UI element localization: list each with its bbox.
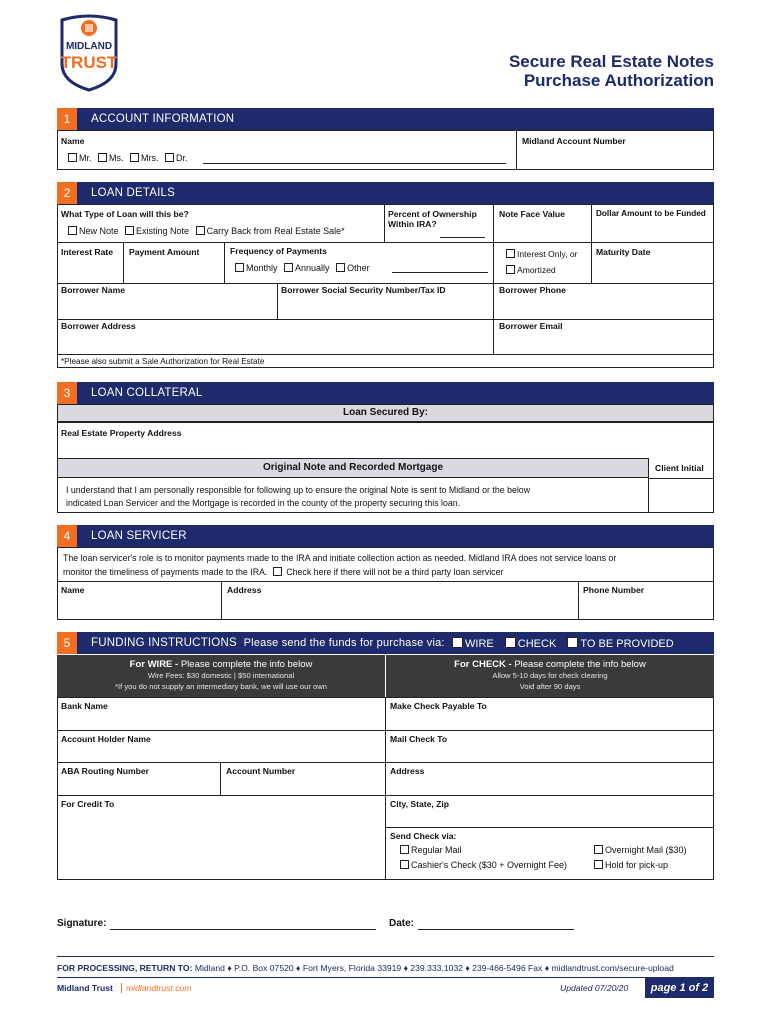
section-4-header: 4 LOAN SERVICER <box>57 525 714 547</box>
borrower-phone-label: Borrower Phone <box>499 285 566 295</box>
option-regular-mail: Regular Mail <box>400 845 462 855</box>
title-line-2: Purchase Authorization <box>523 71 714 90</box>
percent-input-line[interactable] <box>440 237 485 238</box>
midland-account-label: Midland Account Number <box>522 136 626 146</box>
section-label: ACCOUNT INFORMATION <box>91 113 235 125</box>
checkbox-annually[interactable] <box>284 263 293 272</box>
midland-trust-logo <box>56 12 122 92</box>
responsibility-statement-line-1: I understand that I am personally responsible for following up to ensure the original Note is sent to Midland or the below <box>66 485 531 495</box>
footer-company: Midland Trust <box>57 983 113 993</box>
other-input-line[interactable] <box>392 272 488 273</box>
city-state-zip-label: City, State, Zip <box>390 799 450 809</box>
svg-text:MIDLAND: MIDLAND <box>65 41 113 52</box>
section-1-header <box>57 108 714 130</box>
signature-label: Signature: <box>57 918 107 929</box>
checkbox-check[interactable] <box>505 637 516 648</box>
checkbox-overnight-mail[interactable] <box>594 845 603 854</box>
wire-panel: For WIRE - Please complete the info below Wire Fees: $30 domestic | $50 international *If you do not supply an intermediary bank, we will use our own <box>57 655 385 697</box>
section-2-header: 2 LOAN DETAILS <box>57 182 714 204</box>
checkbox-interest-only[interactable] <box>506 249 515 258</box>
section-number: 1 <box>57 108 77 130</box>
check-address-label: Address <box>390 766 425 776</box>
borrower-address-label: Borrower Address <box>61 321 136 331</box>
aba-routing-label: ABA Routing Number <box>61 766 149 776</box>
property-address-label: Real Estate Property Address <box>61 428 182 438</box>
frequency-label: Frequency of Payments <box>230 246 327 256</box>
original-note-bar: Original Note and Recorded Mortgage <box>57 458 649 478</box>
checkbox-new-note[interactable] <box>68 226 77 235</box>
checkbox-monthly[interactable] <box>235 263 244 272</box>
section-5-header: 5 FUNDING INSTRUCTIONS Please send the funds for purchase via: WIRE CHECK TO BE PROVIDED <box>57 632 714 654</box>
for-credit-to-label: For Credit To <box>61 799 115 809</box>
checkbox-existing-note[interactable] <box>125 226 134 235</box>
checkbox-dr[interactable] <box>165 153 174 162</box>
checkbox-carry-back[interactable] <box>196 226 205 235</box>
checkbox-to-be-provided[interactable] <box>567 637 578 648</box>
svg-text:TRUST: TRUST <box>60 53 118 72</box>
checkbox-mr[interactable] <box>68 153 77 162</box>
loan-type-options: New Note Existing Note Carry Back from Real Estate Sale* <box>68 226 345 236</box>
option-cashiers-check: Cashier's Check ($30 + Overnight Fee) <box>400 860 567 870</box>
checkbox-ms[interactable] <box>98 153 107 162</box>
servicer-role-line-1: The loan servicer's role is to monitor payments made to the IRA and initiate collection action as needed. Midland IRA does not service loans or <box>63 553 617 563</box>
checkbox-mrs[interactable] <box>130 153 139 162</box>
footer-website-link[interactable]: midlandtrust.com <box>121 983 191 993</box>
section-3-header: 3 LOAN COLLATERAL <box>57 382 714 404</box>
check-panel: For CHECK - Please complete the info below Allow 5-10 days for check clearing Void after 90 days <box>386 655 714 697</box>
checkbox-amortized[interactable] <box>506 265 515 274</box>
frequency-options: Monthly Annually Other <box>235 263 370 273</box>
servicer-address-label: Address <box>227 585 262 595</box>
name-label: Name <box>61 136 85 146</box>
payment-amount-label: Payment Amount <box>129 247 200 257</box>
account-number-label: Account Number <box>226 766 296 776</box>
page-indicator: page 1 of 2 <box>645 978 714 998</box>
date-line[interactable] <box>418 929 574 930</box>
servicer-phone-label: Phone Number <box>583 585 645 595</box>
name-input-line[interactable] <box>203 163 506 164</box>
client-initial-label: Client Initial <box>655 463 704 473</box>
maturity-date-label: Maturity Date <box>596 247 651 257</box>
amortized-option: Amortized <box>506 265 556 275</box>
loan-secured-by-bar: Loan Secured By: <box>57 404 714 422</box>
title-line-1: Secure Real Estate Notes <box>508 52 714 71</box>
dollar-amount-label: Dollar Amount to be Funded <box>596 209 706 218</box>
sale-authorization-note: *Please also submit a Sale Authorization for Real Estate <box>61 357 265 366</box>
send-check-via-label: Send Check via: <box>390 831 457 841</box>
servicer-name-label: Name <box>61 585 85 595</box>
funding-options: WIRE CHECK TO BE PROVIDED <box>452 637 674 650</box>
updated-date: Updated 07/20/20 <box>560 983 629 993</box>
checkbox-hold-pickup[interactable] <box>594 860 603 869</box>
option-hold-pickup: Hold for pick-up <box>594 860 668 870</box>
account-holder-label: Account Holder Name <box>61 734 151 744</box>
percent-ownership-label: Percent of Ownership Within IRA? <box>388 209 477 229</box>
checkbox-wire[interactable] <box>452 637 463 648</box>
borrower-email-label: Borrower Email <box>499 321 563 331</box>
date-label: Date: <box>389 918 415 929</box>
bank-name-label: Bank Name <box>61 701 108 711</box>
responsibility-statement-line-2: indicated Loan Servicer and the Mortgage is recorded in the county of the property securing this loan. <box>66 498 461 508</box>
servicer-role-line-2: monitor the timeliness of payments made to the IRA. Check here if there will not be a third party loan servicer <box>63 567 504 577</box>
payable-to-label: Make Check Payable To <box>390 701 487 711</box>
option-overnight-mail: Overnight Mail ($30) <box>594 845 687 855</box>
checkbox-other[interactable] <box>336 263 345 272</box>
note-face-value-label: Note Face Value <box>499 209 565 219</box>
borrower-ssn-label: Borrower Social Security Number/Tax ID <box>281 285 446 295</box>
borrower-name-label: Borrower Name <box>61 285 125 295</box>
signature-line[interactable] <box>110 929 376 930</box>
checkbox-cashiers-check[interactable] <box>400 860 409 869</box>
prefix-checkboxes: Mr. Ms. Mrs. Dr. <box>68 153 188 163</box>
page-title <box>509 52 714 90</box>
checkbox-no-third-party[interactable] <box>273 567 282 576</box>
mail-check-to-label: Mail Check To <box>390 734 448 744</box>
interest-only-option: Interest Only, or <box>506 249 578 259</box>
checkbox-regular-mail[interactable] <box>400 845 409 854</box>
processing-address: FOR PROCESSING, RETURN TO: Midland ♦ P.O. Box 07520 ♦ Fort Myers, Florida 33919 ♦ 239.333.1032 ♦ 239-466-5496 Fax ♦ midlandtrust.com/secure-upload <box>57 963 674 973</box>
funding-label: FUNDING INSTRUCTIONS Please send the funds for purchase via: <box>91 637 445 649</box>
interest-rate-label: Interest Rate <box>61 247 114 257</box>
loan-type-question: What Type of Loan will this be? <box>61 209 189 219</box>
